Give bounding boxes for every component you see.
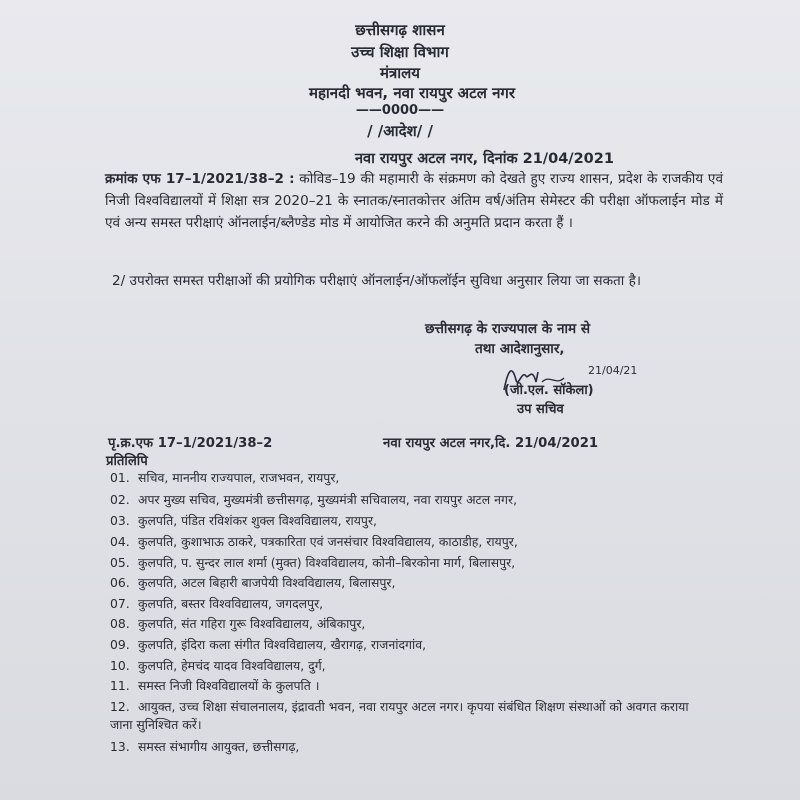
signatory-name: (जी.एल. सॉकेला) bbox=[504, 383, 594, 398]
order-paragraph-1-text: कोविड–19 की महामारी के संक्रमण को देखते हुए राज्य शासन, प्रदेश के राजकीय एवं निजी विश्वविद्यालयों में शिक्षा सत्र 2020–21 के स्नातक/स्नातकोत्तर अंतिम वर्ष/अंतिम सेमेस्टर की परीक्षा ऑफलाईन मोड में एवं अन्य समस्त परीक्षाएं ऑनलाईन/ब्लैण्डेड मोड में आयोजित करने की अनुमति प्रदान करता हैं । bbox=[105, 171, 724, 231]
signature-authority-line2: तथा आदेशानुसार, bbox=[475, 341, 565, 357]
list-item: 10. कुलपति, हेमचंद यादव विश्वविद्यालय, दुर्ग, bbox=[110, 658, 326, 673]
copy-date: नवा रायपुर अटल नगर,दि. 21/04/2021 bbox=[383, 436, 599, 451]
list-item: 06. कुलपति, अटल बिहारी बाजपेयी विश्वविद्यालय, बिलासपुर, bbox=[110, 575, 396, 590]
header-ministry: मंत्रालय bbox=[379, 64, 420, 82]
order-reference: क्रमांक एफ 17–1/2021/38–2 : bbox=[105, 171, 295, 187]
copy-recipient-list bbox=[110, 469, 750, 758]
list-item: 09. कुलपति, इंदिरा कला संगीत विश्वविद्यालय, खैरागढ़, राजनांदगांव, bbox=[110, 637, 427, 652]
header-government: छत्तीसगढ़ शासन bbox=[355, 21, 445, 39]
signature-authority-line1: छत्तीसगढ़ के राज्यपाल के नाम से bbox=[425, 321, 591, 337]
order-paragraph-1 bbox=[105, 168, 723, 234]
list-item: 07. कुलपति, बस्तर विश्वविद्यालय, जगदलपुर, bbox=[110, 596, 324, 611]
copy-title: प्रतिलिपि bbox=[106, 454, 148, 469]
signature-date-scribble: 21/04/21 bbox=[588, 364, 638, 377]
list-item: 08. कुलपति, संत गहिरा गुरू विश्वविद्यालय, अंबिकापुर, bbox=[110, 616, 366, 631]
list-item: 12. आयुक्त, उच्च शिक्षा संचालनालय, इंद्रावती भवन, नवा रायपुर अटल नगर। कृपया संबंधित शिक्षण संस्थाओं को अवगत कराया जाना सुनिश्चित करें। bbox=[110, 699, 689, 732]
list-item: 04. कुलपति, कुशाभाऊ ठाकरे, पत्रकारिता एवं जनसंचार विश्वविद्यालय, काठाडीह, रायपुर, bbox=[110, 534, 518, 549]
list-item: 02. अपर मुख्य सचिव, मुख्यमंत्री छत्तीसगढ़, मुख्यमंत्री सचिवालय, नवा रायपुर अटल नगर, bbox=[110, 492, 518, 507]
signatory-designation: उप सचिव bbox=[517, 402, 564, 417]
order-title: / /आदेश/ / bbox=[367, 122, 433, 140]
copy-reference: पृ.क्र.एफ 17–1/2021/38–2 bbox=[108, 436, 273, 451]
list-item: 05. कुलपति, प. सुन्दर लाल शर्मा (मुक्त) विश्वविद्यालय, कोनी–बिरकोना मार्ग, बिलासपुर, bbox=[110, 555, 516, 570]
header-separator: ——0000—— bbox=[355, 103, 445, 118]
list-item: 13. समस्त संभागीय आयुक्त, छत्तीसगढ़, bbox=[110, 739, 300, 754]
order-paragraph-2: 2/ उपरोक्त समस्त परीक्षाओं की प्रयोगिक परीक्षाएं ऑनलाईन/ऑफलॉईन सुविधा अनुसार लिया जा सकता है। bbox=[112, 273, 642, 289]
list-item: 11. समस्त निजी विश्वविद्यालयों के कुलपति । bbox=[110, 678, 320, 693]
header-address: महानदी भवन, नवा रायपुर अटल नगर bbox=[308, 84, 516, 102]
list-item: 03. कुलपति, पंडित रविशंकर शुक्ल विश्वविद्यालय, रायपुर, bbox=[110, 513, 377, 528]
list-item: 01. सचिव, माननीय राज्यपाल, राजभवन, रायपुर, bbox=[110, 470, 340, 485]
header-department: उच्च शिक्षा विभाग bbox=[351, 43, 449, 61]
order-place-date: नवा रायपुर अटल नगर, दिनांक 21/04/2021 bbox=[355, 151, 614, 167]
